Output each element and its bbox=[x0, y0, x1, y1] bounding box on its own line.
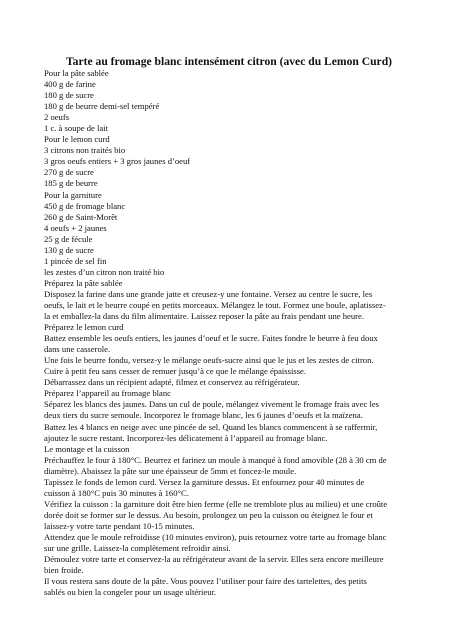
text-line: sur une grille. Laissez-la complètement refroidir ainsi. bbox=[44, 543, 231, 554]
text-line: 3 citrons non traités bio bbox=[44, 145, 126, 156]
text-line: Préparez la pâte sablée bbox=[44, 277, 123, 288]
recipe-body bbox=[44, 68, 416, 598]
text-line: Tapissez le fonds de lemon curd. Versez la garniture dessus. Et enfournez pour 40 minutes de bbox=[44, 476, 365, 487]
text-line: Pour la garniture bbox=[44, 189, 102, 200]
text-line: 270 g de sucre bbox=[44, 167, 94, 178]
text-line: 2 oeufs bbox=[44, 112, 70, 123]
text-line: oeufs, le lait et le beurre coupé en petits morceaux. Mélangez le tout. Formez une boule, aplatissez- bbox=[44, 299, 386, 310]
text-line: Battez les 4 blancs en neige avec une pincée de sel. Quand les blancs commencent à se raffermir, bbox=[44, 421, 378, 432]
text-line: les zestes d’un citron non traité bio bbox=[44, 266, 165, 277]
recipe-title: Tarte au fromage blanc intensément citron (avec du Lemon Curd) bbox=[66, 55, 392, 68]
text-line: 1 c. à soupe de lait bbox=[44, 123, 108, 134]
text-line: Le montage et la cuisson bbox=[44, 443, 130, 454]
text-line: 400 g de farine bbox=[44, 79, 96, 90]
text-line: Il vous restera sans doute de la pâte. Vous pouvez l’utiliser pour faire des tartelettes, des petits bbox=[44, 576, 367, 587]
text-line: Pour le lemon curd bbox=[44, 134, 110, 145]
text-line: Pour la pâte sablée bbox=[44, 68, 109, 78]
text-line: la et emballez-la dans du film alimentaire. Laissez reposer la pâte au frais pendant une heure. bbox=[44, 311, 364, 322]
text-line: 185 g de beurre bbox=[44, 178, 98, 189]
text-line: sablés ou bien la congeler pour un usage ultérieur. bbox=[44, 587, 217, 598]
text-line: dans une casserole. bbox=[44, 344, 111, 355]
text-line: Disposez la farine dans une grande jatte et creusez-y une fontaine. Versez au centre le sucre, les bbox=[44, 288, 373, 299]
text-line: 1 pincée de sel fin bbox=[44, 255, 107, 266]
text-line: Cuire à petit feu sans cesser de remuer jusqu’à ce que le mélange épaississe. bbox=[44, 366, 307, 377]
text-line: 3 gros oeufs entiers + 3 gros jaunes d’oeuf bbox=[44, 156, 191, 167]
text-line: 180 g de beurre demi-sel tempéré bbox=[44, 101, 160, 112]
text-line: bien froide. bbox=[44, 565, 84, 576]
text-line: Débarrassez dans un récipient adapté, filmez et conservez au réfrigérateur. bbox=[44, 377, 300, 388]
text-line: dorée doit se former sur le dessus. Au besoin, prolongez un peu la cuisson ou éteignez le four et bbox=[44, 509, 373, 520]
text-line: 130 g de sucre bbox=[44, 244, 94, 255]
text-line: Attendez que le moule refroidisse (10 minutes environ), puis retournez votre tarte au fromage blanc bbox=[44, 531, 387, 542]
text-line: ajoutez le sucre restant. Incorporez-les délicatement à l’appareil au fromage blanc. bbox=[44, 432, 328, 443]
text-line: Battez ensemble les oeufs entiers, les jaunes d’oeuf et le sucre. Faites fondre le beurre à feu doux bbox=[44, 333, 378, 344]
text-line: Démoulez votre tarte et conservez-la au réfrigérateur avant de la servir. Elles sera encore meilleure bbox=[44, 554, 384, 565]
text-line: Préparez le lemon curd bbox=[44, 322, 124, 333]
text-line: 260 g de Saint-Morêt bbox=[44, 211, 118, 222]
text-line: Préparez l’appareil au fromage blanc bbox=[44, 388, 171, 399]
text-line: 25 g de fécule bbox=[44, 233, 93, 244]
text-line: 4 oeufs + 2 jaunes bbox=[44, 222, 107, 233]
text-line: deux tiers du sucre semoule. Incorporez le fromage blanc, les 6 jaunes d’oeufs et la maïzena. bbox=[44, 410, 363, 421]
text-line: Vérifiez la cuisson : la garniture doit être bien ferme (elle ne tremblote plus au milieu) et une croûte bbox=[44, 498, 388, 509]
text-line: cuisson à 180°C puis 30 minutes à 160°C. bbox=[44, 487, 189, 498]
text-line: Une fois le beurre fondu, versez-y le mélange oeufs-sucre ainsi que le jus et les zestes de citron. bbox=[44, 355, 374, 366]
text-line: diamètre). Abaissez la pâte sur une épaisseur de 5mm et foncez-le moule. bbox=[44, 465, 297, 476]
text-line: Séparez les blancs des jaunes. Dans un cul de poule, mélangez vivement le fromage frais avec les bbox=[44, 399, 380, 410]
text-line: 180 g de sucre bbox=[44, 90, 94, 101]
text-line: 450 g de fromage blanc bbox=[44, 200, 126, 211]
text-line: laissez-y votre tarte pendant 10-15 minutes. bbox=[44, 520, 195, 531]
text-line: Préchauffez le four à 180°C. Beurrez et farinez un moule à manqué à fond amovible (28 à 30 cm de bbox=[44, 454, 387, 465]
